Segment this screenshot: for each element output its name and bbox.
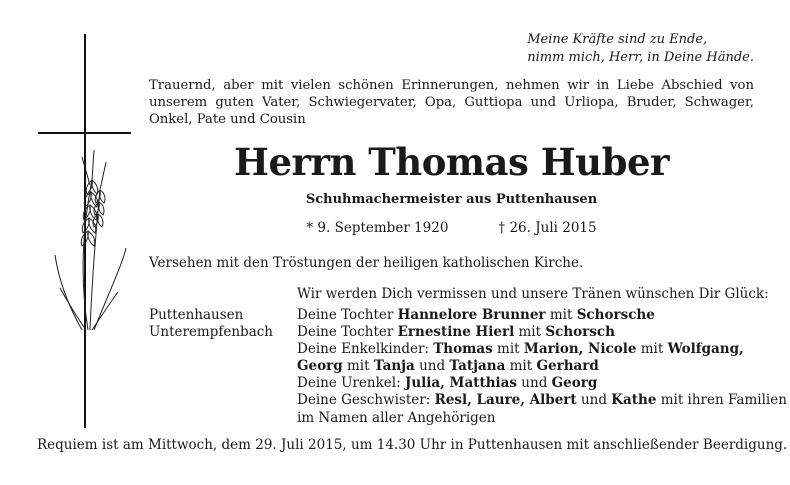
family-line-daughter-1 <box>297 307 757 324</box>
family-line-daughter-2 <box>297 324 757 341</box>
partner-name: Schorsch <box>545 324 615 341</box>
text: mit ihren Familien <box>656 392 787 409</box>
name: Tatjana <box>449 358 506 375</box>
conj: und <box>414 358 450 375</box>
label: Deine Tochter <box>297 324 398 341</box>
daughter-name: Ernestine Hierl <box>397 324 515 341</box>
name: Julia, Matthias <box>404 375 518 392</box>
cross-with-wheat-icon <box>30 30 140 430</box>
requiem-text: Requiem ist am Mittwoch, dem 29. Juli 2015, um 14.30 Uhr in Puttenhausen mit anschließender Beerdigung. <box>37 437 788 453</box>
name: Wolfgang, <box>667 341 744 358</box>
life-dates <box>149 220 754 236</box>
conj: mit <box>505 358 537 375</box>
label: Deine Tochter <box>297 307 398 323</box>
name: Marion, Nicole <box>523 341 637 358</box>
name: Gerhard <box>536 358 599 375</box>
farewell-text: Wir werden Dich vermissen und unsere Tränen wünschen Dir Glück: <box>297 286 769 302</box>
label: Deine Enkelkinder: <box>297 341 434 358</box>
conj: mit <box>492 341 524 358</box>
conj: mit <box>342 358 374 375</box>
name: Kathe <box>611 392 657 409</box>
birth-date: * 9. September 1920 <box>306 220 449 236</box>
deceased-name: Herrn Thomas Huber <box>234 140 669 184</box>
partner-name: Schorsche <box>576 307 655 323</box>
intro-text: Trauernd, aber mit vielen schönen Erinnerungen, nehmen wir in Liebe Abschied von unserem guten Vater, Schwiegervater, Opa, Guttiopa und Urliopa, Bruder, Schwager, Onkel, Pate und Cousin <box>149 78 754 127</box>
conj: mit <box>636 341 668 358</box>
family-line-grandchildren <box>297 341 757 358</box>
deceased-title: Schuhmachermeister aus Puttenhausen <box>305 192 598 207</box>
sacraments-text: Versehen mit den Tröstungen der heiligen katholischen Kirche. <box>149 255 584 271</box>
name: Georg <box>297 358 343 375</box>
family-line-siblings <box>297 392 787 409</box>
family-line-others: im Namen aller Angehörigen <box>297 409 496 426</box>
quote-line-1: Meine Kräfte sind zu Ende, <box>527 32 708 47</box>
conj: und <box>576 392 612 409</box>
places <box>149 307 273 341</box>
name: Resl, Laure, Albert <box>434 392 577 409</box>
daughter-name: Hannelore Brunner <box>397 307 546 323</box>
label: Deine Geschwister: <box>297 392 435 409</box>
name: Tanja <box>373 358 415 375</box>
name: Thomas <box>433 341 493 358</box>
family-list <box>297 307 787 427</box>
place-1: Puttenhausen <box>149 307 244 323</box>
conj: mit <box>545 307 577 323</box>
death-date: † 26. Juli 2015 <box>498 220 597 236</box>
conj: und <box>517 375 552 392</box>
quote-line-2: nimm mich, Herr, in Deine Hände. <box>527 50 754 65</box>
family-line-grandchildren-2 <box>297 358 757 375</box>
name: Georg <box>551 375 598 392</box>
label: Deine Urenkel: <box>297 375 405 392</box>
quote <box>527 31 754 67</box>
conj: mit <box>514 324 546 341</box>
place-2: Unterempfenbach <box>149 324 273 340</box>
family-line-great-grandchildren <box>297 375 757 392</box>
